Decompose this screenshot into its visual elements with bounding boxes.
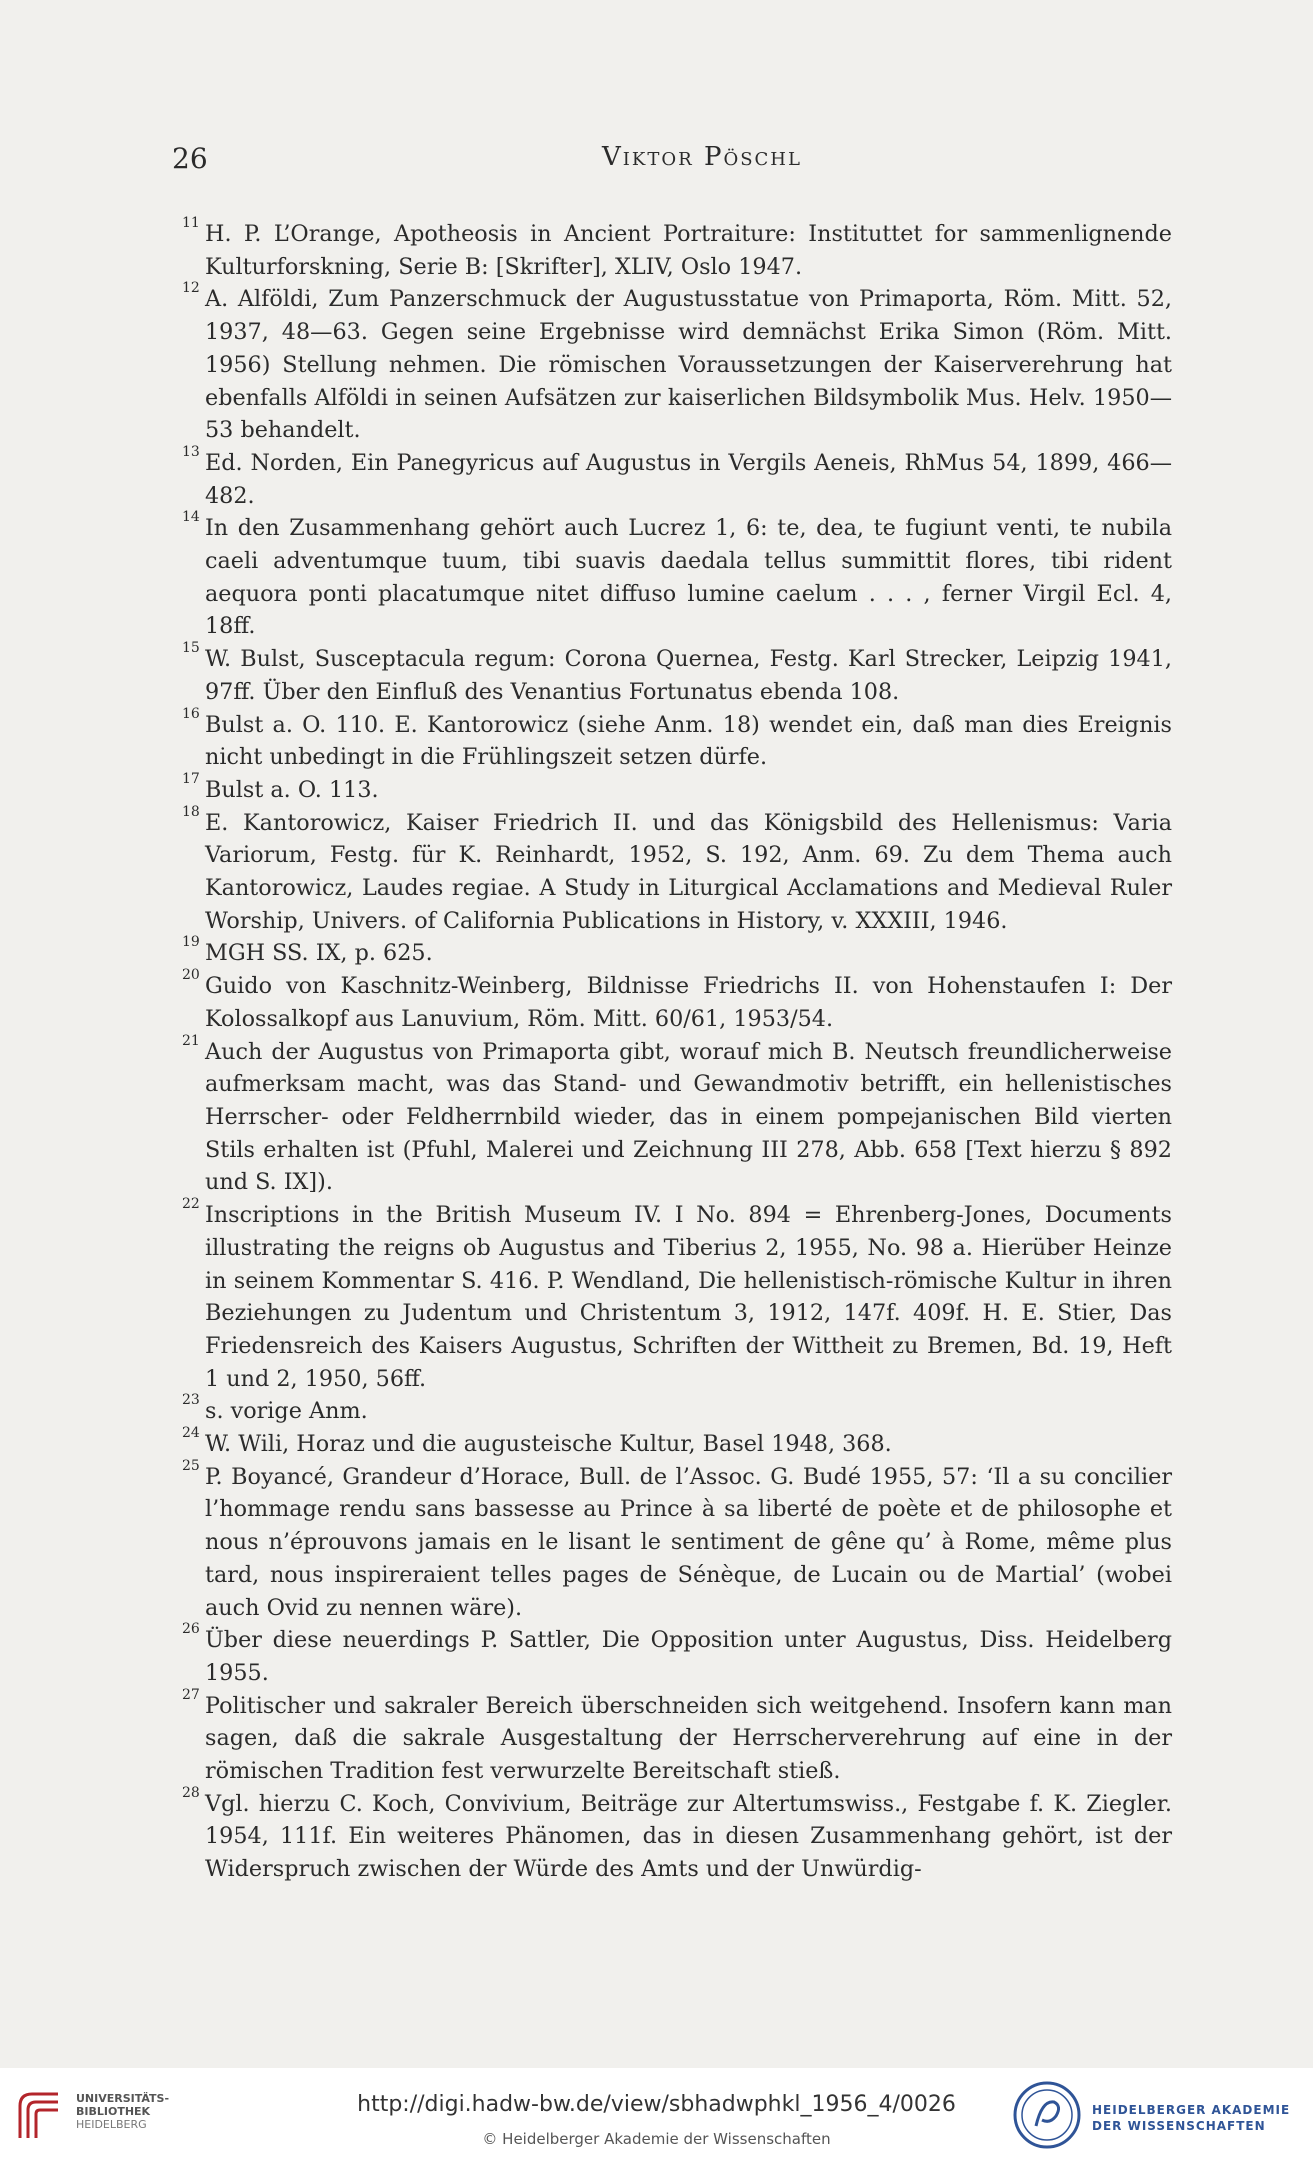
academy-seal-icon xyxy=(1012,2080,1082,2150)
footnote-number: 22 xyxy=(182,1196,200,1213)
footnote-text: Bulst a. O. 110. E. Kantorowicz (siehe Anm. 18) wendet ein, daß man dies Ereignis nicht unbedingt in die Frühlingszeit setzen dürfe. xyxy=(205,711,1172,771)
footnote-text: s. vorige Anm. xyxy=(205,1398,368,1425)
footnote xyxy=(182,1425,1172,1461)
footnote-text: P. Boyancé, Grandeur d’Horace, Bull. de l’Assoc. G. Budé 1955, 57: ‘Il a su concilier l’hommage rendu sans bassesse au Prince à sa liberté de poète et de philosophe et nous n’éprouvons jamais en le lisant le sentiment de gêne qu’ à Rome, même plus tard, nous inspireraient telles pages de Sénèque, de Lucain ou de Martial’ (wobei auch Ovid zu nennen wäre). xyxy=(205,1463,1172,1621)
footnote xyxy=(182,215,1172,283)
library-name-line2: BIBLIOTHEK xyxy=(76,2105,151,2118)
footnote-number: 16 xyxy=(182,705,200,722)
footnote-text: W. Bulst, Susceptacula regum: Corona Quernea, Festg. Karl Strecker, Leipzig 1941, 97ff. Über den Einfluß des Venantius Fortunatus ebenda 108. xyxy=(205,646,1172,705)
footnote-text: H. P. L’Orange, Apotheosis in Ancient Portraiture: Instituttet for sammenlignende Kulturforskning, Serie B: [Skrifter], XLIV, Oslo 1947. xyxy=(205,221,1172,280)
footnote-text: Bulst a. O. 113. xyxy=(205,776,379,803)
footnote-number: 11 xyxy=(182,215,200,231)
footnote-text: Auch der Augustus von Primaporta gibt, worauf mich B. Neutsch freundlicherweise aufmerksam macht, was das Stand- und Gewandmotiv betrifft, ein hellenistisches Herrscher- oder Feldherrnbild wieder, das in einem pompejanischen Bild vierten Stils erhalten ist (Pfuhl, Malerei und Zeichnung III 278, Abb. 658 [Text hierzu § 892 und S. IX]). xyxy=(205,1038,1172,1196)
page-number: 26 xyxy=(172,142,208,175)
footnote-text: A. Alföldi, Zum Panzerschmuck der Augustusstatue von Primaporta, Röm. Mitt. 52, 1937, 48—63. Gegen seine Ergebnisse wird demnächst Erika Simon (Röm. Mitt. 1956) Stellung nehmen. Die römischen Voraussetzungen der Kaiserverehrung hat ebenfalls Alföldi in seinen Aufsätzen zur kaiserlichen Bildsymbolik Mus. Helv. 1950—53 behandelt. xyxy=(205,286,1172,444)
footnote xyxy=(182,1621,1172,1689)
academy-name-line1: HEIDELBERGER AKADEMIE xyxy=(1092,2103,1291,2117)
document-url[interactable]: http://digi.hadw-bw.de/view/sbhadwphkl_1956_4/0026 xyxy=(357,2092,956,2117)
footnote-text: Über diese neuerdings P. Sattler, Die Opposition unter Augustus, Diss. Heidelberg 1955. xyxy=(205,1627,1172,1686)
footnote xyxy=(182,1392,1172,1428)
footnote-text: Inscriptions in the British Museum IV. I No. 894 = Ehrenberg-Jones, Documents illustrating the reigns ob Augustus and Tiberius 2, 1955, No. 98 a. Hierüber Heinze in seinem Kommentar S. 416. P. Wendland, Die hellenistisch-römische Kultur in ihren Beziehungen zu Judentum und Christentum 3, 1912, 147f. 409f. H. E. Stier, Das Friedensreich des Kaisers Augustus, Schriften der Wittheit zu Bremen, Bd. 19, Heft 1 und 2, 1950, 56ff. xyxy=(205,1202,1172,1392)
footnotes xyxy=(182,215,1172,1886)
footnote xyxy=(182,934,1172,970)
footnote xyxy=(182,443,1172,512)
footnote-number: 23 xyxy=(182,1392,200,1409)
footnote-text: W. Wili, Horaz und die augusteische Kultur, Basel 1948, 368. xyxy=(205,1431,892,1458)
footnote xyxy=(182,705,1172,774)
footnote-text: Politischer und sakraler Bereich überschneiden sich weitgehend. Insofern kann man sagen, daß die sakrale Ausgestaltung der Herrscherverehrung auf eine in der römischen Tradition fest verwurzelte Bereitschaft stieß. xyxy=(205,1692,1172,1785)
footnote-text: Vgl. hierzu C. Koch, Convivium, Beiträge zur Altertumswiss., Festgabe f. K. Ziegler. 1954, 111f. Ein weiteres Phänomen, das in diesen Zusammenhang gehört, ist der Widerspruch zwischen der Würde des Amts und der Unwürdig- xyxy=(205,1790,1172,1883)
footnote xyxy=(182,509,1172,643)
footnote xyxy=(182,1457,1172,1625)
footnote xyxy=(182,1196,1172,1395)
viewer-footer xyxy=(0,2068,1313,2163)
footnote-text: Guido von Kaschnitz-Weinberg, Bildnisse Friedrichs II. von Hohenstaufen I: Der Kolossalkopf aus Lanuvium, Röm. Mitt. 60/61, 1953/54. xyxy=(205,973,1172,1032)
footnote xyxy=(182,1032,1172,1200)
copyright-notice: © Heidelberger Akademie der Wissenschaften xyxy=(482,2130,831,2148)
footnote xyxy=(182,1784,1172,1886)
footnote-number: 21 xyxy=(182,1032,200,1049)
academy-name xyxy=(1092,2102,1290,2134)
running-title: Viktor Pöschl xyxy=(602,142,802,172)
footnote-text: In den Zusammenhang gehört auch Lucrez 1, 6: te, dea, te fugiunt venti, te nubila caeli adventumque tuum, tibi suavis daedala tellus summittit flores, tibi rident aequora ponti placatumque nitet diffuso lumine caelum . . . , ferner Virgil Ecl. 4, 18ff. xyxy=(205,515,1172,640)
footnote-number: 24 xyxy=(182,1425,200,1442)
footnote-number: 12 xyxy=(182,280,200,297)
footnote-number: 19 xyxy=(182,934,200,951)
footnote-number: 17 xyxy=(182,770,200,787)
footnote xyxy=(182,280,1172,447)
footnote-text: E. Kantorowicz, Kaiser Friedrich II. und das Königsbild des Hellenismus: Varia Variorum, Festg. für K. Reinhardt, 1952, S. 192, Anm. 69. Zu dem Thema auch Kantorowicz, Laudes regiae. A Study in Liturgical Acclamations and Medieval Ruler Worship, Univers. of California Publications in History, v. XXXIII, 1946. xyxy=(205,809,1172,934)
footnote-number: 27 xyxy=(182,1686,200,1703)
footnote-number: 26 xyxy=(182,1621,200,1638)
footnote-text: MGH SS. IX, p. 625. xyxy=(205,940,433,967)
footnote-number: 20 xyxy=(182,967,200,984)
library-name-line3: HEIDELBERG xyxy=(76,2118,147,2131)
academy-name-line2: DER WISSENSCHAFTEN xyxy=(1092,2119,1266,2133)
footnote xyxy=(182,967,1172,1035)
footnote-number: 15 xyxy=(182,640,200,657)
page-header xyxy=(172,142,1172,182)
footnote-number: 28 xyxy=(182,1784,200,1801)
library-name-line1: UNIVERSITÄTS- xyxy=(76,2092,170,2105)
footnote xyxy=(182,770,1172,807)
footnote-number: 18 xyxy=(182,803,200,820)
footnote xyxy=(182,640,1172,708)
footnote-number: 14 xyxy=(182,509,200,526)
footnote-number: 13 xyxy=(182,443,200,460)
footnote-text: Ed. Norden, Ein Panegyricus auf Augustus in Vergils Aeneis, RhMus 54, 1899, 466—482. xyxy=(205,449,1172,509)
footnote xyxy=(182,1686,1172,1788)
footnote xyxy=(182,803,1172,938)
footnote-number: 25 xyxy=(182,1457,200,1474)
